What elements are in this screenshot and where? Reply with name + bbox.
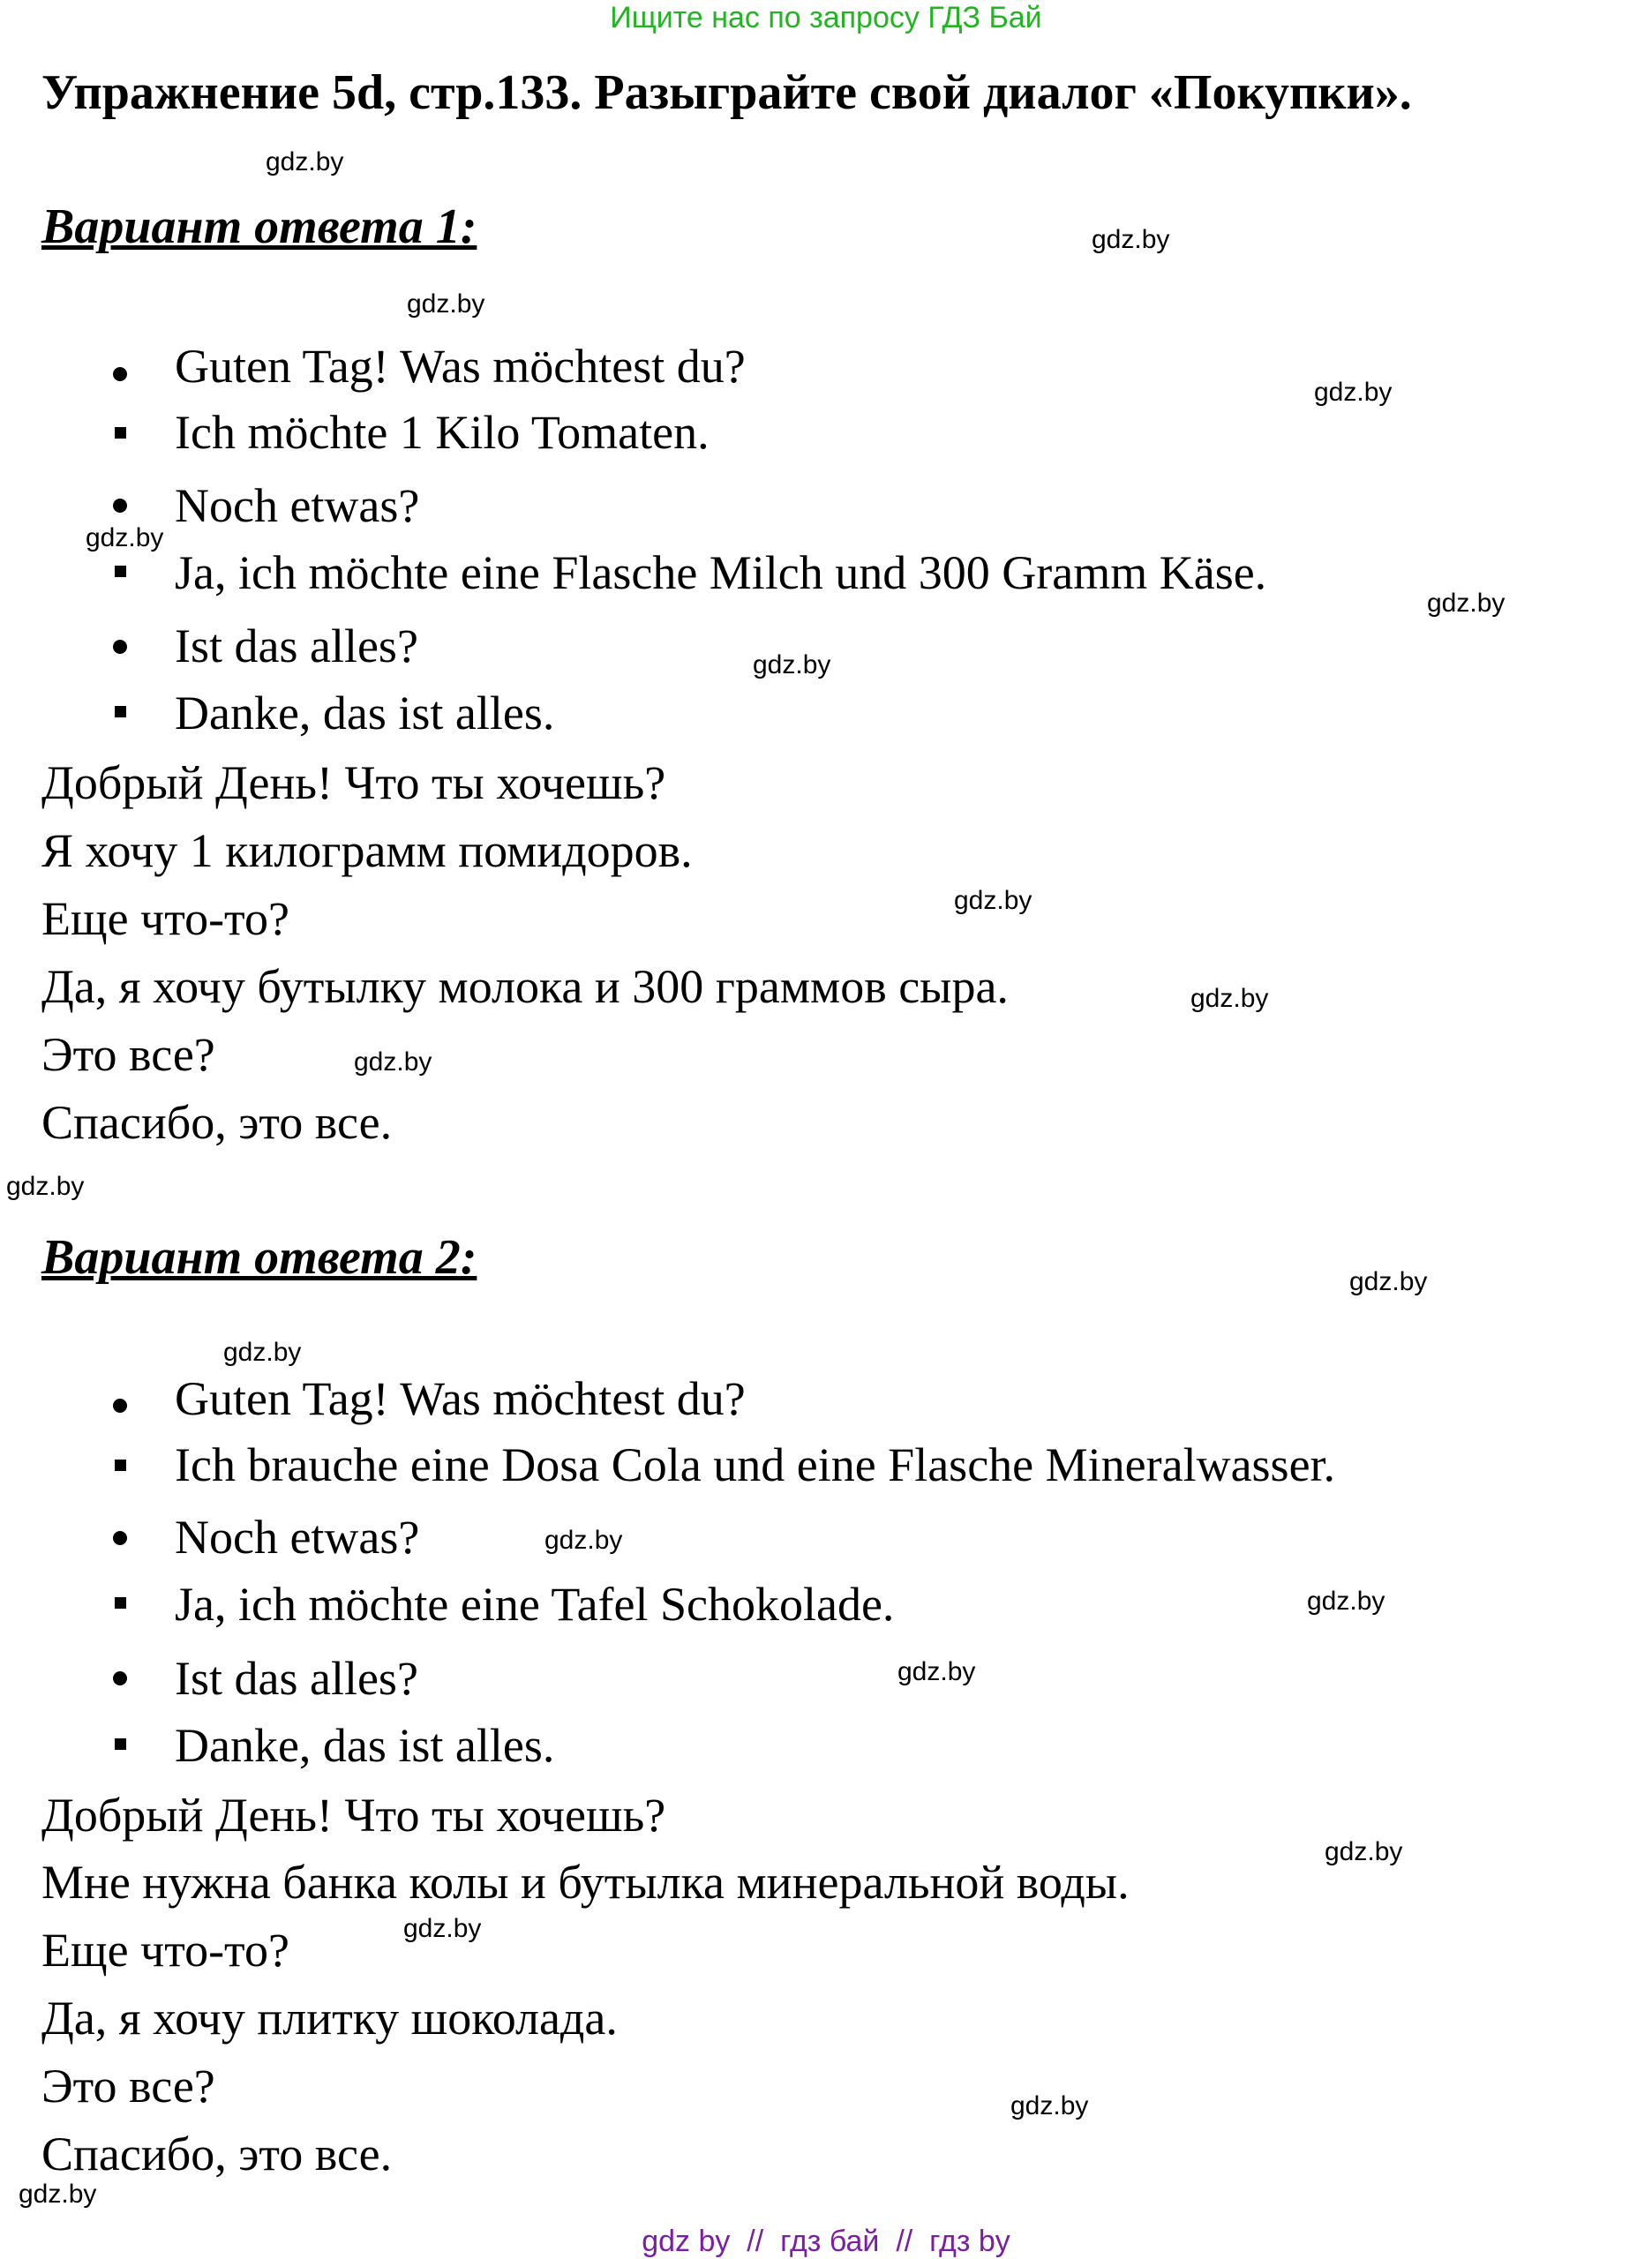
top-search-hint[interactable]: Ищите нас по запросу ГДЗ Бай [610,1,1042,34]
dialog-line-ru: Добрый День! Что ты хочешь? [41,756,666,809]
dialog-line-de: Ich möchte 1 Kilo Tomaten. [175,406,710,459]
dialog-line-de: Ist das alles? [175,619,418,672]
bullet-dot [113,367,127,381]
bullet-square [115,706,126,717]
watermark: gdz.by [223,1338,302,1367]
dialog-line-ru: Я хочу 1 килограмм помидоров. [41,824,693,877]
watermark: gdz.by [544,1526,623,1555]
watermark: gdz.by [6,1172,85,1201]
dialog-line-ru: Мне нужна банка колы и бутылка минеральной воды. [41,1856,1130,1909]
watermark: gdz.by [1010,2091,1089,2120]
watermark: gdz.by [954,886,1032,915]
bullet-square [115,566,126,577]
dialog-line-de: Noch etwas? [175,479,420,532]
dialog-line-de: Guten Tag! Was möchtest du? [175,340,746,393]
bullet-dot [113,640,127,654]
variant-1-heading: Вариант ответа 1: [41,199,477,254]
watermark: gdz.by [1190,984,1269,1013]
bullet-square [115,1460,126,1471]
dialog-line-de: Ja, ich möchte eine Tafel Schokolade. [175,1578,895,1631]
dialog-line-de: Guten Tag! Was möchtest du? [175,1372,746,1425]
bullet-square [115,1738,126,1750]
watermark: gdz.by [266,147,344,176]
footer-links[interactable]: gdz by // гдз бай // гдз by [642,2225,1010,2258]
dialog-line-ru: Спасибо, это все. [41,1096,393,1149]
dialog-line-ru: Да, я хочу бутылку молока и 300 граммов сыра. [41,960,1009,1013]
dialog-line-de: Danke, das ist alles. [175,687,555,739]
dialog-line-de: Ja, ich möchte eine Flasche Milch und 300 Gramm Käse. [175,546,1267,599]
bullet-dot [113,1671,127,1685]
watermark: gdz.by [1314,378,1393,407]
watermark: gdz.by [1427,589,1506,618]
watermark: gdz.by [1325,1837,1403,1866]
bullet-dot [113,499,127,513]
dialog-line-ru: Еще что-то? [41,892,289,945]
dialog-line-ru: Спасибо, это все. [41,2128,393,2180]
page-title: Упражнение 5d, стр.133. Разыграйте свой диалог «Покупки». [41,65,1412,120]
watermark: gdz.by [407,289,485,319]
bullet-dot [113,1531,127,1545]
dialog-line-de: Danke, das ist alles. [175,1719,555,1772]
watermark: gdz.by [1307,1587,1385,1616]
dialog-line-ru: Это все? [41,1028,215,1081]
dialog-line-de: Noch etwas? [175,1511,420,1564]
watermark: gdz.by [354,1047,432,1077]
dialog-line-ru: Добрый День! Что ты хочешь? [41,1789,666,1842]
watermark: gdz.by [403,1914,482,1943]
bullet-square [115,1597,126,1609]
watermark: gdz.by [753,650,831,679]
watermark: gdz.by [86,523,164,552]
dialog-line-ru: Это все? [41,2060,215,2113]
variant-2-heading: Вариант ответа 2: [41,1230,477,1285]
dialog-line-ru: Да, я хочу плитку шоколада. [41,1992,618,2045]
watermark: gdz.by [897,1657,976,1686]
watermark: gdz.by [1092,225,1170,254]
watermark: gdz.by [19,2180,97,2209]
watermark: gdz.by [1349,1267,1428,1296]
bullet-square [115,427,126,439]
dialog-line-de: Ist das alles? [175,1652,418,1705]
dialog-line-de: Ich brauche eine Dosa Cola und eine Flasche Mineralwasser. [175,1438,1336,1491]
bullet-dot [113,1399,127,1413]
dialog-line-ru: Еще что-то? [41,1924,289,1977]
